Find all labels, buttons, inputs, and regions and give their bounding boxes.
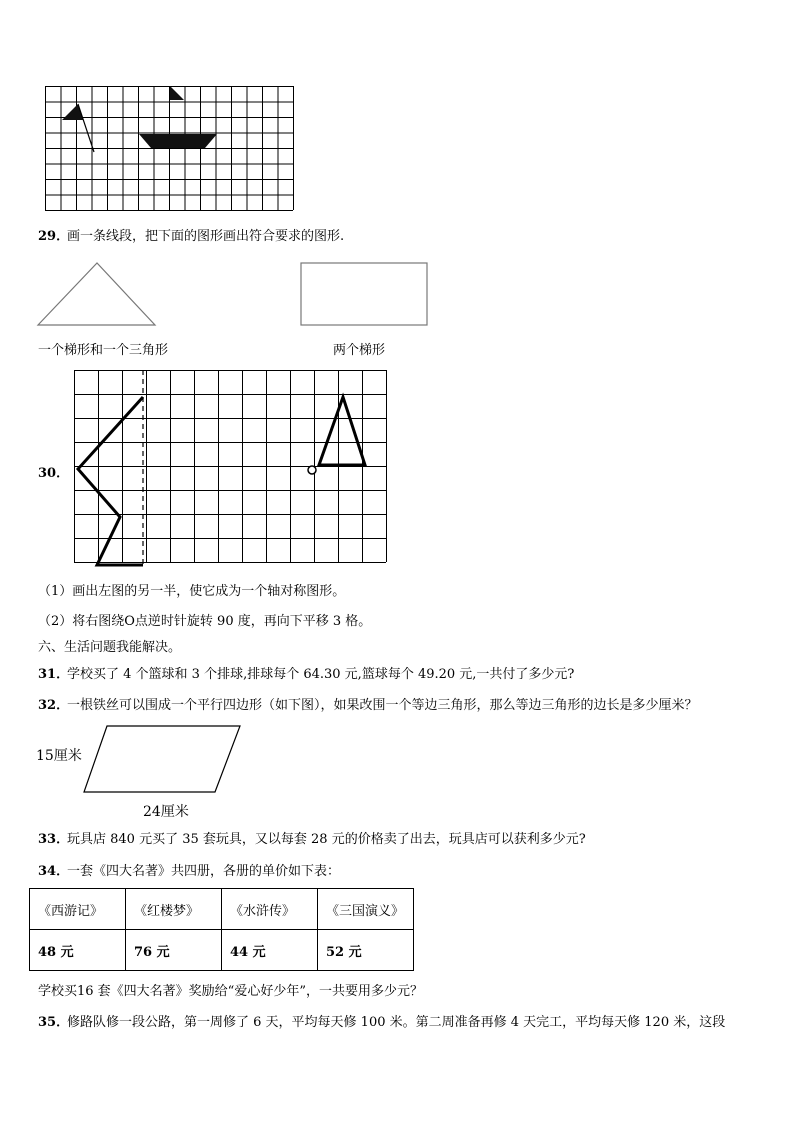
q29-rectangle xyxy=(300,262,430,328)
q30-sub2: （2）将右图绕O点逆时针旋转 90 度，再向下平移 3 格。 xyxy=(38,614,372,629)
q32-text: 一根铁丝可以围成一个平行四边形（如下图），如果改围一个等边三角形，那么等边三角形的边长是多少厘米？ xyxy=(67,698,698,713)
q32-side-label: 15厘米 xyxy=(36,748,82,764)
q32-number: 32． xyxy=(38,698,70,713)
q34-price-cell: 48 元 xyxy=(30,930,126,971)
q31-text: 学校买了 4 个篮球和 3 个排球,排球每个 64.30 元,篮球每个 49.20 元,一共付了多少元? xyxy=(67,667,575,682)
q29-triangle xyxy=(37,261,157,327)
top-grid-figure xyxy=(45,86,295,214)
q30-right-triangle-shape xyxy=(319,397,365,465)
q29-label-left: 一个梯形和一个三角形 xyxy=(38,343,169,358)
top-grid-shape-left-triangle xyxy=(62,104,83,120)
q34-header-cell: 《三国演义》 xyxy=(318,889,414,930)
q30-number: 30． xyxy=(38,466,70,481)
q33-number: 33． xyxy=(38,832,70,847)
q34-price-cell: 76 元 xyxy=(126,930,222,971)
top-grid-shape-boat xyxy=(139,134,217,148)
q34-price-cell: 52 元 xyxy=(318,930,414,971)
q35-text: 修路队修一段公路，第一周修了 6 天，平均每天修 100 米。第二周准备再修 4 天完工，平均每天修 120 米，这段 xyxy=(67,1015,726,1030)
section-six-heading: 六、生活问题我能解决。 xyxy=(38,640,182,655)
q32-parallelogram xyxy=(83,724,243,796)
q34-price-row xyxy=(30,930,414,971)
q31-number: 31． xyxy=(38,667,70,682)
q34-number: 34． xyxy=(38,864,70,879)
q30-rotation-point-o xyxy=(308,466,316,474)
q32-base-label: 24厘米 xyxy=(143,804,189,820)
q34-header-cell: 《西游记》 xyxy=(30,889,126,930)
q34-text: 一套《四大名著》共四册，各册的单价如下表： xyxy=(67,864,341,879)
q29-number: 29． xyxy=(38,229,70,244)
q30-grid-figure xyxy=(74,370,390,567)
q34-header-cell: 《红楼梦》 xyxy=(126,889,222,930)
q29-label-right: 两个梯形 xyxy=(333,343,386,358)
q29-text: 画一条线段，把下面的图形画出符合要求的图形. xyxy=(67,229,345,244)
top-grid-shape-right-flag xyxy=(170,86,184,100)
top-grid-lines xyxy=(45,86,294,211)
q30-sub1: （1）画出左图的另一半，使它成为一个轴对称图形。 xyxy=(38,584,346,599)
q30-left-half-shape xyxy=(78,397,143,565)
q35-number: 35． xyxy=(38,1015,70,1030)
q33-text: 玩具店 840 元买了 35 套玩具，又以每套 28 元的价格卖了出去，玩具店可以获利多少元? xyxy=(67,832,586,847)
q34-header-cell: 《水浒传》 xyxy=(222,889,318,930)
q34-question: 学校买16 套《四大名著》奖励给“爱心好少年”，一共要用多少元？ xyxy=(38,984,423,999)
q34-price-cell: 44 元 xyxy=(222,930,318,971)
q34-header-row xyxy=(30,889,414,930)
q34-price-table xyxy=(29,888,414,971)
